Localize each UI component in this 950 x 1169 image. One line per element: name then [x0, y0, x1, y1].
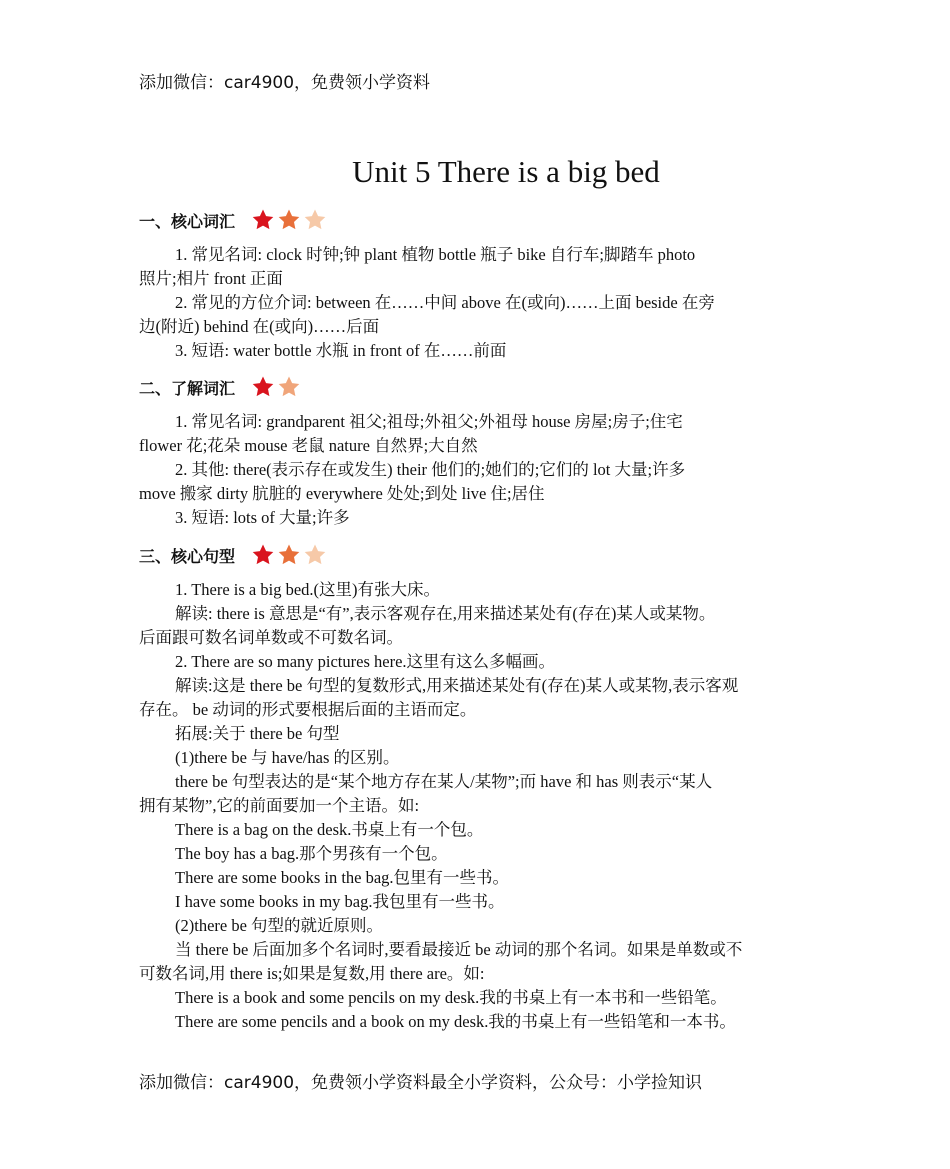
text-line: move 搬家 dirty 肮脏的 everywhere 处处;到处 live 住;居住: [139, 484, 545, 503]
text-line: 1. 常见名词: grandparent 祖父;祖母;外祖父;外祖母 house 房屋;房子;住宅: [175, 412, 683, 431]
text-line: 3. 短语: lots of 大量;许多: [175, 508, 350, 527]
text-line: There is a book and some pencils on my desk.我的书桌上有一本书和一些铅笔。: [175, 988, 727, 1007]
half-star-icon: [277, 375, 301, 399]
text-line: 拥有某物”,它的前面要加一个主语。如:: [139, 796, 420, 815]
star-rating: [251, 543, 329, 567]
text-line: 边(附近) behind 在(或向)……后面: [139, 317, 380, 336]
star-icon: [251, 543, 275, 567]
text-line: 3. 短语: water bottle 水瓶 in front of 在……前面: [175, 341, 507, 360]
text-line: There are some books in the bag.包里有一些书。: [175, 868, 510, 887]
footer-note: 添加微信：car4900，免费领小学资料最全小学资料，公众号：小学捡知识: [139, 1073, 703, 1093]
star-icon: [277, 208, 301, 232]
star-rating: [251, 208, 329, 232]
page-title: Unit 5 There is a big bed: [352, 154, 660, 189]
section-extra-vocabulary: [139, 372, 819, 530]
text-line: (1)there be 与 have/has 的区别。: [175, 748, 400, 767]
text-line: 可数名词,用 there is;如果是复数,用 there are。如:: [139, 964, 485, 983]
text-line: flower 花;花朵 mouse 老鼠 nature 自然界;大自然: [139, 436, 478, 455]
star-icon: [277, 543, 301, 567]
text-line: (2)there be 句型的就近原则。: [175, 916, 384, 935]
section-core-sentences: [139, 540, 819, 1034]
text-line: 解读:这是 there be 句型的复数形式,用来描述某处有(存在)某人或某物,表示客观: [175, 676, 739, 695]
half-star-icon: [303, 208, 327, 232]
section-heading: 三、核心句型: [139, 546, 236, 566]
text-line: 1. There is a big bed.(这里)有张大床。: [175, 580, 441, 599]
header-note: 添加微信：car4900，免费领小学资料: [139, 73, 431, 93]
text-line: 1. 常见名词: clock 时钟;钟 plant 植物 bottle 瓶子 bike 自行车;脚踏车 photo: [175, 245, 696, 264]
text-line: 存在。 be 动词的形式要根据后面的主语而定。: [139, 700, 477, 719]
star-icon: [251, 375, 275, 399]
section-core-vocabulary: [139, 205, 819, 363]
text-line: 当 there be 后面加多个名词时,要看最接近 be 动词的那个名词。如果是单数或不: [175, 940, 743, 959]
text-line: 解读: there is 意思是“有”,表示客观存在,用来描述某处有(存在)某人或某物。: [175, 604, 716, 623]
text-line: There are some pencils and a book on my desk.我的书桌上有一些铅笔和一本书。: [175, 1012, 736, 1031]
text-line: There is a bag on the desk.书桌上有一个包。: [175, 820, 484, 839]
text-line: there be 句型表达的是“某个地方存在某人/某物”;而 have 和 has 则表示“某人: [175, 772, 713, 791]
text-line: 2. 其他: there(表示存在或发生) their 他们的;她们的;它们的 lot 大量;许多: [175, 460, 686, 479]
section-heading: 一、核心词汇: [139, 211, 236, 231]
text-line: 后面跟可数名词单数或不可数名词。: [139, 628, 403, 647]
section-heading: 二、了解词汇: [139, 378, 236, 398]
star-icon: [251, 208, 275, 232]
text-line: The boy has a bag.那个男孩有一个包。: [175, 844, 448, 863]
text-line: 2. There are so many pictures here.这里有这么多幅画。: [175, 652, 556, 671]
text-line: I have some books in my bag.我包里有一些书。: [175, 892, 505, 911]
text-line: 照片;相片 front 正面: [139, 269, 283, 288]
star-rating: [251, 375, 303, 399]
text-line: 2. 常见的方位介词: between 在……中间 above 在(或向)……上面 beside 在旁: [175, 293, 715, 312]
text-line: 拓展:关于 there be 句型: [175, 724, 340, 743]
half-star-icon: [303, 543, 327, 567]
